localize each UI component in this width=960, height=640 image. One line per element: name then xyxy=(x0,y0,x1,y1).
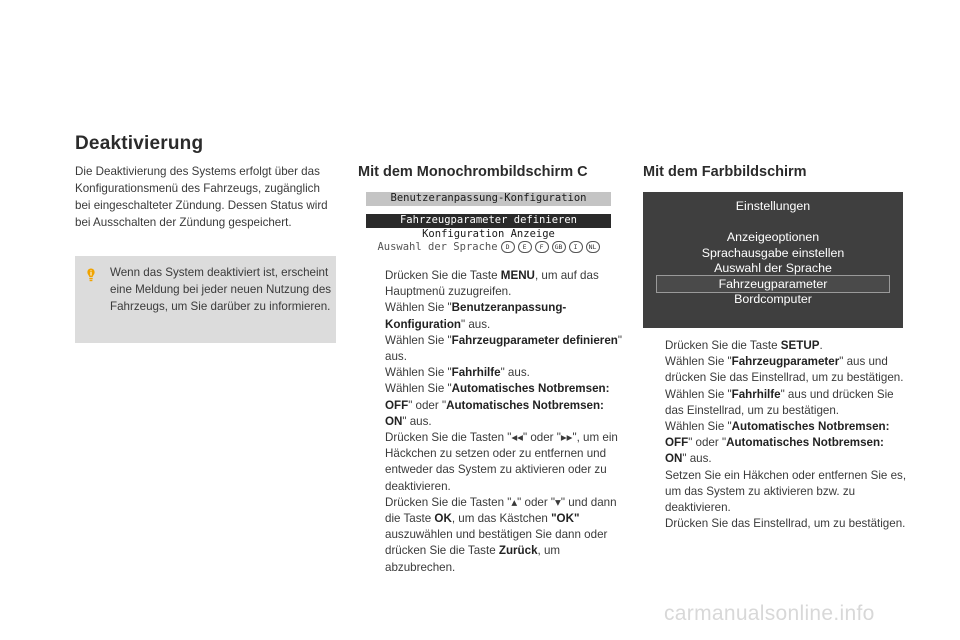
list-item: Wählen Sie "Fahrzeugparameter definieren" aus. xyxy=(385,333,622,364)
list-item: Drücken Sie die Taste MENU, um auf das Hauptmenü zuzugreifen. xyxy=(385,269,599,299)
language-flag-f: F xyxy=(535,241,549,253)
list-item: Wählen Sie "Fahrhilfe" aus. xyxy=(385,366,530,380)
list-item: Drücken Sie die Taste SETUP. xyxy=(665,339,823,352)
color-steps-list xyxy=(645,338,907,532)
mono-screen xyxy=(366,192,611,256)
page-title: Deaktivierung xyxy=(75,133,204,154)
info-box xyxy=(75,256,336,343)
list-item: Wählen Sie "Benutzeranpassung-Konfiguration" aus. xyxy=(385,301,567,331)
list-item: Setzen Sie ein Häkchen oder entfernen Sie es, um das System zu aktivieren bzw. zu deaktivieren. xyxy=(665,468,907,515)
list-item: Wählen Sie "Fahrzeugparameter" aus und drücken Sie das Einstellrad, um zu bestätigen. xyxy=(665,355,904,385)
color-screen-title: Einstellungen xyxy=(735,199,811,213)
info-icon xyxy=(84,268,98,282)
list-item: Drücken Sie die Tasten "◂◂" oder "▸▸", um ein Häckchen zu setzen oder zu entfernen und entweder das System zu aktivieren oder zu deaktivieren. xyxy=(385,431,618,493)
language-flag-i: I xyxy=(569,241,583,253)
list-item: Wählen Sie "Automatisches Notbremsen: OFF" oder "Automatisches Notbremsen: ON" aus. xyxy=(385,382,610,428)
list-item: Wählen Sie "Automatisches Notbremsen: OFF" oder "Automatisches Notbremsen: ON" aus. xyxy=(665,420,890,466)
color-screen-item: Anzeigeoptionen xyxy=(726,230,820,244)
watermark: carmanualsonline.info xyxy=(664,602,875,625)
mono-steps-list xyxy=(365,268,627,576)
list-item: Drücken Sie die Tasten "▴" oder "▾" und dann die Taste OK, um das Kästchen "OK" auszuwählen und bestätigen Sie dann oder drücken Sie die Taste Zurück, um abzubrechen. xyxy=(385,495,617,574)
color-screen xyxy=(643,192,903,328)
color-screen-item: Sprachausgabe einstellen xyxy=(701,246,845,260)
language-flag-d: D xyxy=(501,241,515,253)
intro-paragraph: Die Deaktivierung des Systems erfolgt über das Konfigurationsmenü des Fahrzeugs, zugänglich bei eingeschalteter Zündung. Dessen Status wird bei Ausschalten der Zündung gespeichert. xyxy=(75,165,328,229)
mono-screen-language-label: Auswahl der Sprache xyxy=(377,241,498,253)
mono-screen-selected-item: Fahrzeugparameter definieren xyxy=(366,214,611,228)
color-section-title: Mit dem Farbbildschirm xyxy=(643,164,807,180)
color-screen-item: Bordcomputer xyxy=(734,292,812,306)
language-flag-gb: GB xyxy=(552,241,566,253)
language-flag-e: E xyxy=(518,241,532,253)
mono-screen-language-row xyxy=(366,241,611,254)
list-item: Wählen Sie "Fahrhilfe" aus und drücken Sie das Einstellrad, um zu bestätigen. xyxy=(665,387,894,417)
color-screen-selected-item: Fahrzeugparameter xyxy=(656,275,890,293)
list-item: Drücken Sie das Einstellrad, um zu bestätigen. xyxy=(665,517,906,531)
info-text: Wenn das System deaktiviert ist, erscheint eine Meldung bei jeder neuen Nutzung des Fahrzeugs, um Sie darüber zu informieren. xyxy=(110,266,332,313)
color-screen-item: Auswahl der Sprache xyxy=(714,261,832,275)
mono-section-title: Mit dem Monochrombildschirm C xyxy=(358,164,588,180)
mono-screen-item: Konfiguration Anzeige xyxy=(422,228,555,240)
language-flag-nl: NL xyxy=(586,241,600,253)
mono-screen-header: Benutzeranpassung-Konfiguration xyxy=(366,192,611,206)
